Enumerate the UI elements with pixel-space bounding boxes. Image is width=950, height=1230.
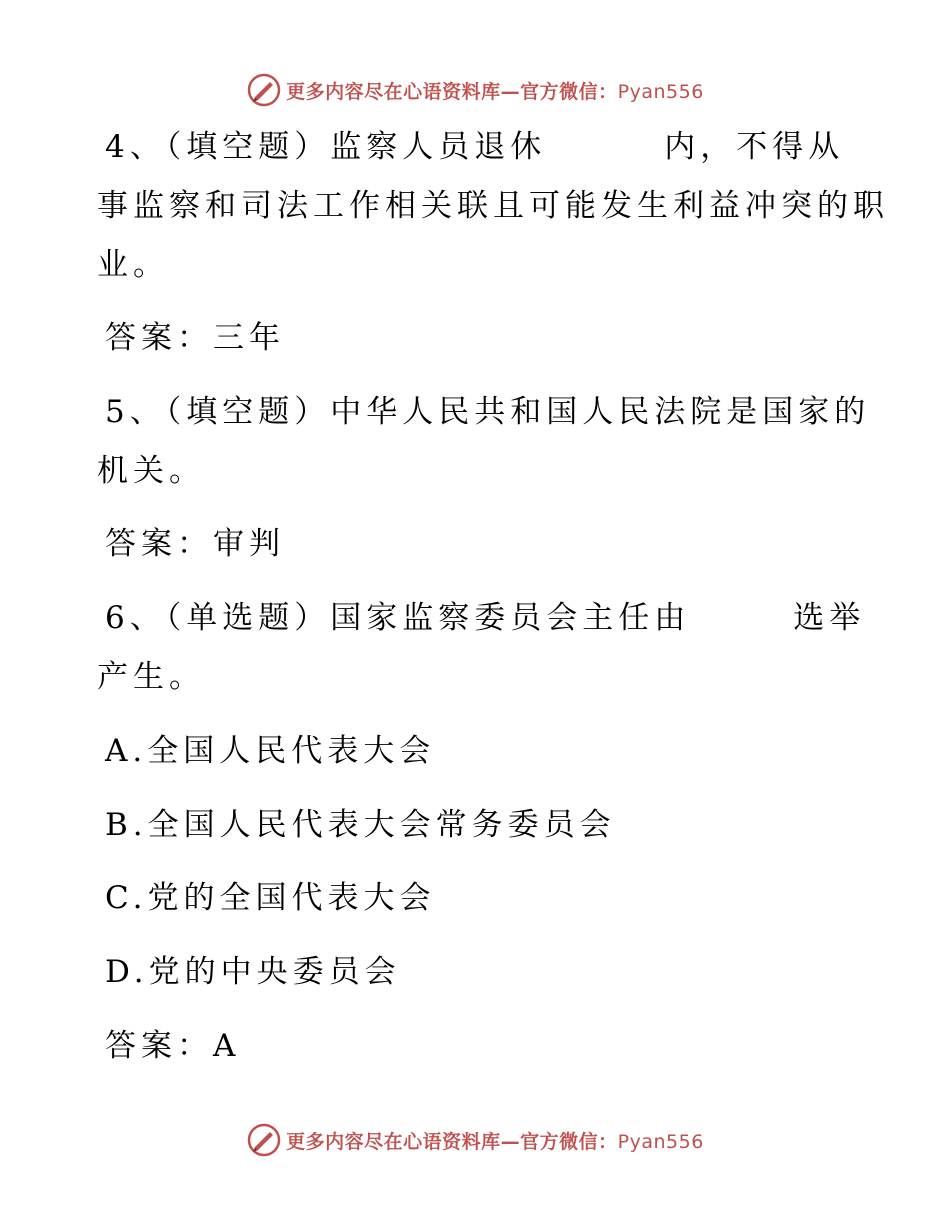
pen-logo-icon bbox=[246, 72, 282, 108]
q6-line-1: 6、（单选题）国家监察委员会主任由 选举 bbox=[105, 600, 866, 636]
q6-option-b: B.全国人民代表大会常务委员会 bbox=[105, 807, 616, 843]
watermark-text: 更多内容尽在心语资料库—官方微信：Pyan556 bbox=[286, 1130, 704, 1153]
watermark-text: 更多内容尽在心语资料库—官方微信：Pyan556 bbox=[286, 80, 704, 103]
q5-line-1: 5、（填空题）中华人民共和国人民法院是国家的 bbox=[105, 394, 871, 430]
pen-logo-icon bbox=[246, 1122, 282, 1158]
q4-answer: 答案：三年 bbox=[105, 320, 285, 356]
footer-watermark bbox=[0, 1120, 950, 1160]
q6-option-a: A.全国人民代表大会 bbox=[105, 733, 436, 769]
q4-line-2: 事监察和司法工作相关联且可能发生利益冲突的职 bbox=[97, 188, 889, 224]
q6-option-d: D.党的中央委员会 bbox=[105, 954, 401, 990]
q5-answer: 答案：审判 bbox=[105, 526, 285, 562]
q5-line-2: 机关。 bbox=[97, 453, 205, 489]
q6-option-c: C.党的全国代表大会 bbox=[105, 880, 436, 916]
q4-line-1: 4、（填空题）监察人员退休 内，不得从 bbox=[105, 129, 845, 165]
header-watermark bbox=[0, 70, 950, 110]
q6-answer: 答案：A bbox=[105, 1028, 241, 1064]
q4-line-3: 业。 bbox=[97, 247, 169, 283]
q6-line-2: 产生。 bbox=[97, 659, 205, 695]
